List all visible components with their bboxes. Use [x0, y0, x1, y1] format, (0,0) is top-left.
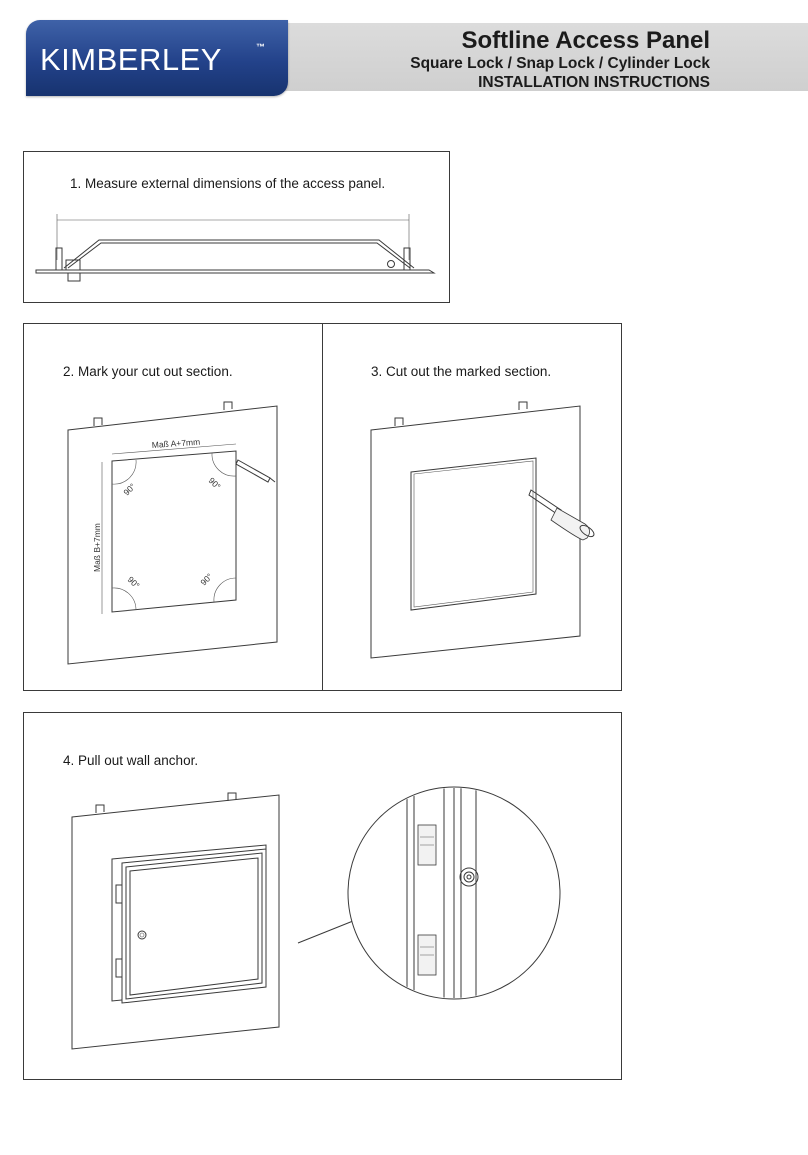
step-4-panel — [23, 712, 622, 1080]
step-4-anchor-illustration — [24, 713, 623, 1081]
step-3-cutting-illustration — [323, 324, 623, 692]
trademark-symbol: ™ — [256, 42, 265, 52]
dimension-a-label: Maß A+7mm — [151, 436, 201, 450]
step-1-panel — [23, 151, 450, 303]
step-2-marking-illustration — [24, 324, 324, 692]
angle-label-top-left: 90° — [121, 481, 138, 498]
angle-label-bottom-left: 90° — [125, 574, 142, 591]
document-subtitle: Square Lock / Snap Lock / Cylinder Lock — [410, 55, 710, 72]
step-3-instruction: 3. Cut out the marked section. — [371, 364, 552, 379]
brand-name: KIMBERLEY — [40, 42, 222, 77]
step-1-instruction: 1. Measure external dimensions of the access panel. — [70, 176, 386, 191]
dimension-b-label: Maß B+7mm — [92, 523, 102, 572]
document-title: Softline Access Panel — [461, 27, 710, 54]
document-header — [26, 20, 808, 96]
step-2-panel — [23, 323, 323, 691]
document-section-title: INSTALLATION INSTRUCTIONS — [478, 74, 710, 91]
step-4-instruction: 4. Pull out wall anchor. — [63, 753, 199, 768]
step-1-panel-side-illustration — [24, 152, 451, 304]
angle-label-top-right: 90° — [206, 475, 223, 492]
brand-logo — [26, 20, 288, 96]
step-3-panel — [322, 323, 622, 691]
angle-label-bottom-right: 90° — [198, 571, 215, 588]
header-titles — [410, 28, 710, 92]
step-2-instruction: 2. Mark your cut out section. — [63, 364, 233, 379]
